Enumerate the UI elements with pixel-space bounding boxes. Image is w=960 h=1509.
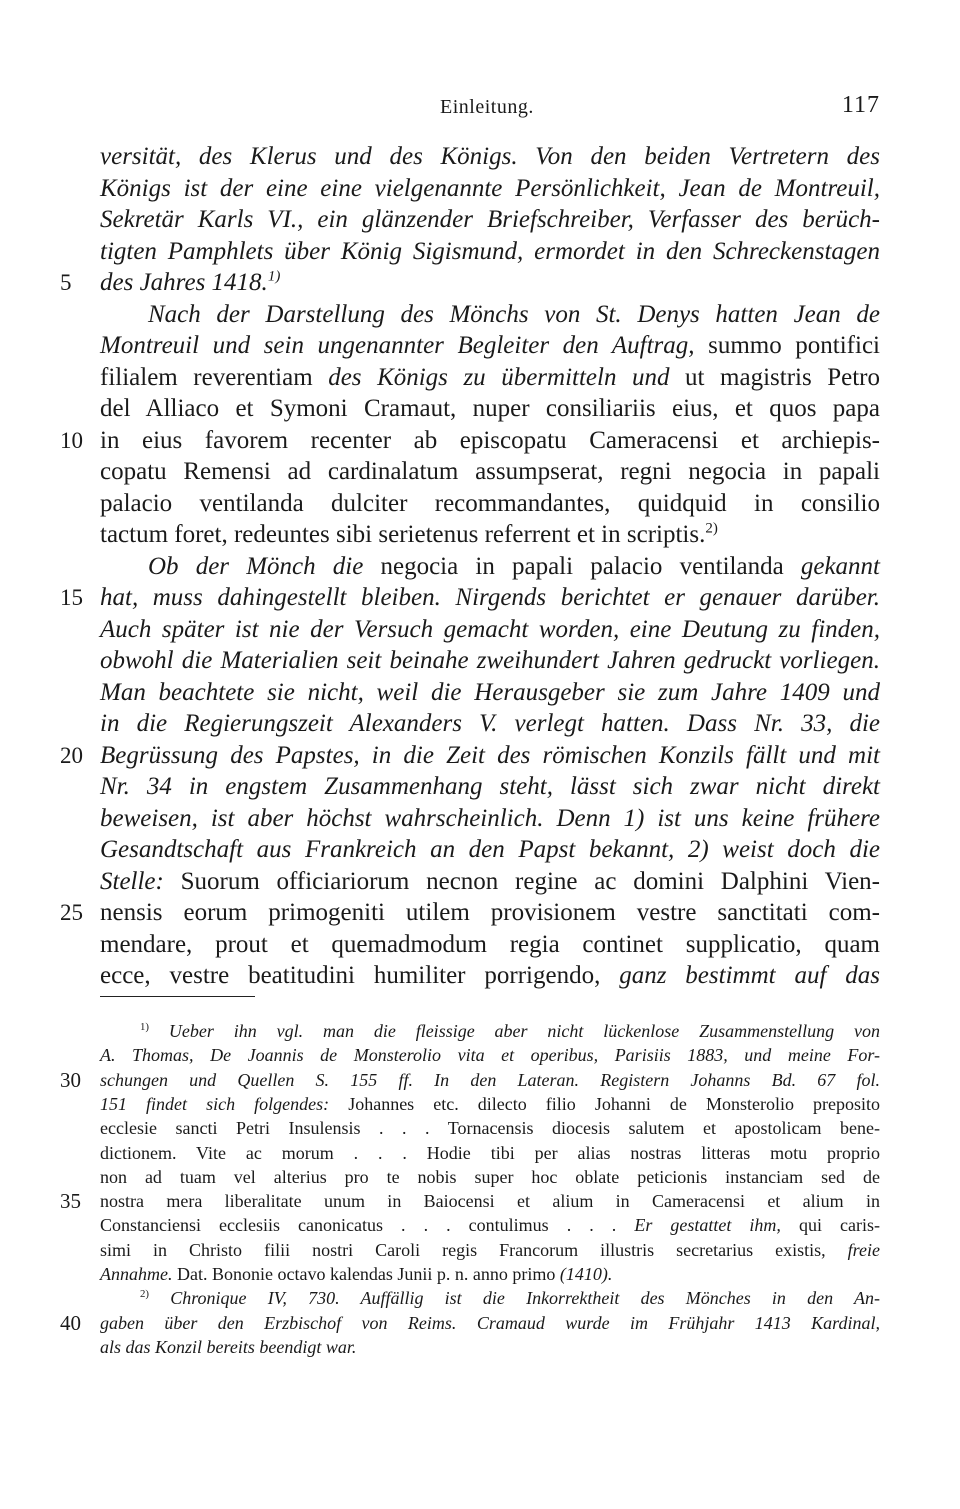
text-segment: ganz bestimmt auf das — [619, 962, 880, 989]
text-segment: mendare, prout et quemadmodum regia continet supplicatio, quam — [100, 930, 880, 958]
text-segment: in eius favorem recenter ab episcopatu Cameracensi et archiepis- — [100, 426, 880, 454]
footnote-line — [140, 1287, 880, 1309]
text-segment: tactum foret, redeuntes sibi serietenus referrent et in scriptis. — [100, 521, 706, 548]
text-segment: Annahme. — [100, 1264, 173, 1284]
text-segment: copatu Remensi ad cardinalatum assumpserat, regni negocia in papali — [100, 458, 880, 485]
text-segment: nostra mera liberalitate unum in Baiocensi et alium in Cameracensi et alium in — [100, 1191, 880, 1212]
text-segment: Nach der Darstellung des Mönchs von St. Denys hatten Jean de — [148, 300, 880, 328]
text-segment: summo pontifici — [694, 332, 880, 359]
footnote-line — [100, 1190, 880, 1212]
text-segment: Man beachtete sie nicht, weil die Herausgeber sie zum Jahre 1409 und — [100, 678, 880, 706]
text-segment: ecclesie sancti Petri Insulensis . . . Tornacensis diocesis salutem et apostolicam bene- — [100, 1118, 880, 1139]
page-header — [100, 92, 880, 128]
footnote-line — [100, 1214, 880, 1236]
text-segment: tigten Pamphlets über König Sigismund, ermordet in den Schreckenstagen — [100, 237, 880, 265]
text-line — [100, 363, 880, 393]
text-line — [100, 142, 880, 172]
text-segment: Constanciensi ecclesiis canonicatus . . . contulimus . . . — [100, 1215, 635, 1236]
text-segment: gaben über den Erzbischof von Reims. Cramaud wurde im Frühjahr 1413 Kardinal, — [100, 1312, 880, 1333]
text-line — [100, 961, 880, 991]
text-line — [100, 615, 880, 645]
text-line — [100, 174, 880, 204]
text-segment: Montreuil und sein ungenannter Begleiter den Auftrag, — [100, 332, 695, 359]
footnote-marker: 2) — [705, 520, 718, 537]
text-segment: (1410). — [559, 1264, 613, 1284]
line-number: 40 — [60, 1310, 81, 1335]
text-line — [100, 898, 880, 928]
text-line — [100, 583, 880, 613]
text-segment: Gesandtschaft aus Frankreich an den Papst bekannt, 2) weist doch die — [100, 836, 880, 863]
text-segment: Nr. 34 in engstem Zusammenhang steht, lässt sich zwar nicht direkt — [100, 773, 880, 800]
text-line — [100, 457, 880, 487]
text-segment: negocia in papali palacio ventilanda — [363, 552, 801, 580]
text-line — [100, 489, 880, 519]
text-segment: schungen und Quellen S. 155 ff. In den Lateran. Registern Johanns Bd. 67 fol. — [100, 1069, 880, 1090]
text-segment: palacio ventilanda dulciter recommandantes, quidquid in consilio — [100, 489, 880, 517]
line-number: 25 — [60, 900, 83, 925]
line-number: 10 — [60, 427, 83, 453]
footnote-line — [100, 1117, 880, 1139]
text-line — [100, 426, 880, 456]
text-segment: Auch später ist nie der Versuch gemacht worden, eine Deutung zu finden, — [100, 615, 880, 643]
text-segment: freie — [847, 1239, 880, 1260]
page-number: 117 — [841, 92, 880, 118]
text-line — [100, 237, 880, 267]
text-segment: dictionem. Vite ac morum . . . Hodie tibi per alias nostras litteras motu proprio — [100, 1142, 880, 1163]
text-line — [100, 741, 880, 771]
text-line — [100, 394, 880, 424]
text-segment: hat, muss dahingestellt bleiben. Nirgends berichtet er genauer darüber. — [100, 584, 880, 611]
footnote-line — [100, 1142, 880, 1164]
text-segment: Ob der Mönch die — [148, 552, 364, 580]
text-segment: versität, des Klerus und des Königs. Von den beiden Vertretern des — [100, 143, 880, 170]
text-segment: nensis eorum primogeniti utilem provisionem vestre sanctitati com- — [100, 899, 880, 926]
text-segment: des Königs zu übermitteln und — [328, 363, 670, 391]
line-number: 20 — [60, 742, 83, 768]
text-line — [100, 520, 880, 550]
footnote-rule — [100, 996, 255, 997]
text-segment: Königs ist der eine eine vielgenannte Persönlichkeit, Jean de Montreuil, — [100, 174, 880, 202]
text-line — [148, 300, 880, 330]
text-line — [100, 646, 880, 676]
text-line — [100, 772, 880, 802]
line-number: 30 — [60, 1067, 81, 1092]
text-segment: non ad tuam vel alterius pro te nobis super hoc oblate peticionis instanciam sed de — [100, 1166, 880, 1187]
footnote-line — [100, 1312, 880, 1334]
text-segment: Er gestattet ihm, — [634, 1215, 781, 1236]
text-segment: A. Thomas, De Joannis de Monsterolio vita et operibus, Parisiis 1883, und meine For- — [100, 1045, 880, 1066]
text-segment: als das Konzil bereits beendigt war. — [100, 1336, 357, 1357]
text-segment: Dat. Bononie octavo kalendas Junii p. n. anno primo — [172, 1264, 560, 1284]
footnote-marker: 1) — [267, 268, 281, 285]
footnote-line — [100, 1263, 880, 1285]
text-segment: qui caris- — [780, 1215, 880, 1236]
text-segment: simi in Christo filii nostri Caroli regis Francorum illustris secretarius existis, — [100, 1239, 848, 1260]
text-line — [148, 552, 880, 582]
text-line — [100, 709, 880, 739]
text-segment: Stelle: — [100, 867, 164, 895]
running-head: Einleitung. — [440, 96, 534, 118]
text-segment: filialem reverentiam — [100, 363, 329, 391]
footnote-line — [100, 1166, 880, 1188]
text-line — [100, 867, 880, 897]
text-line — [100, 835, 880, 865]
footnote-line — [100, 1093, 880, 1115]
text-segment: Johannes etc. dilecto filio Johanni de Monsterolio preposito — [329, 1093, 881, 1114]
text-segment: Sekretär Karls VI., ein glänzender Briefschreiber, Verfasser des berüch- — [100, 206, 880, 233]
footnote-marker: 1) — [140, 1021, 149, 1033]
line-number: 35 — [60, 1189, 81, 1214]
text-segment: Ueber ihn vgl. man die fleissige aber nicht lückenlose Zusammenstellung von — [149, 1021, 880, 1041]
text-segment: ut magistris Petro — [669, 363, 880, 391]
footnote-marker: 2) — [140, 1288, 149, 1301]
footnote-line — [140, 1020, 880, 1042]
text-segment: gekannt — [800, 552, 880, 580]
text-line — [100, 678, 880, 708]
text-segment: Suorum officiariorum necnon regine ac domini Dalphini Vien- — [163, 867, 880, 895]
text-line — [100, 205, 880, 235]
line-number: 15 — [60, 585, 83, 610]
text-line — [100, 331, 880, 361]
text-segment: 151 findet sich folgendes: — [100, 1093, 330, 1114]
footnote-line — [100, 1239, 880, 1261]
text-segment: Begrüssung des Papstes, in die Zeit des römischen Konzils fällt und mit — [100, 741, 880, 769]
text-segment: ecce, vestre beatitudini humiliter porrigendo, — [100, 962, 620, 989]
footnote-line — [100, 1044, 880, 1066]
text-segment: obwohl die Materialien seit beinahe zweihundert Jahren gedruckt vorliegen. — [100, 647, 880, 674]
text-segment: del Alliaco et Symoni Cramaut, nuper consiliariis eius, et quos papa — [100, 395, 880, 422]
text-line — [100, 268, 880, 298]
footnote-line — [100, 1069, 880, 1091]
text-line — [100, 804, 880, 834]
text-segment: des Jahres 1418. — [100, 269, 268, 296]
text-segment: Chronique IV, 730. Auffällig ist die Inkorrektheit des Mönches in den An- — [149, 1288, 880, 1309]
text-segment: in die Regierungszeit Alexanders V. verlegt hatten. Dass Nr. 33, die — [100, 710, 880, 737]
footnote-line — [100, 1336, 880, 1358]
line-number: 5 — [60, 270, 72, 295]
text-segment: beweisen, ist aber höchst wahrscheinlich. Denn 1) ist uns keine frühere — [100, 804, 880, 832]
text-line — [100, 930, 880, 960]
